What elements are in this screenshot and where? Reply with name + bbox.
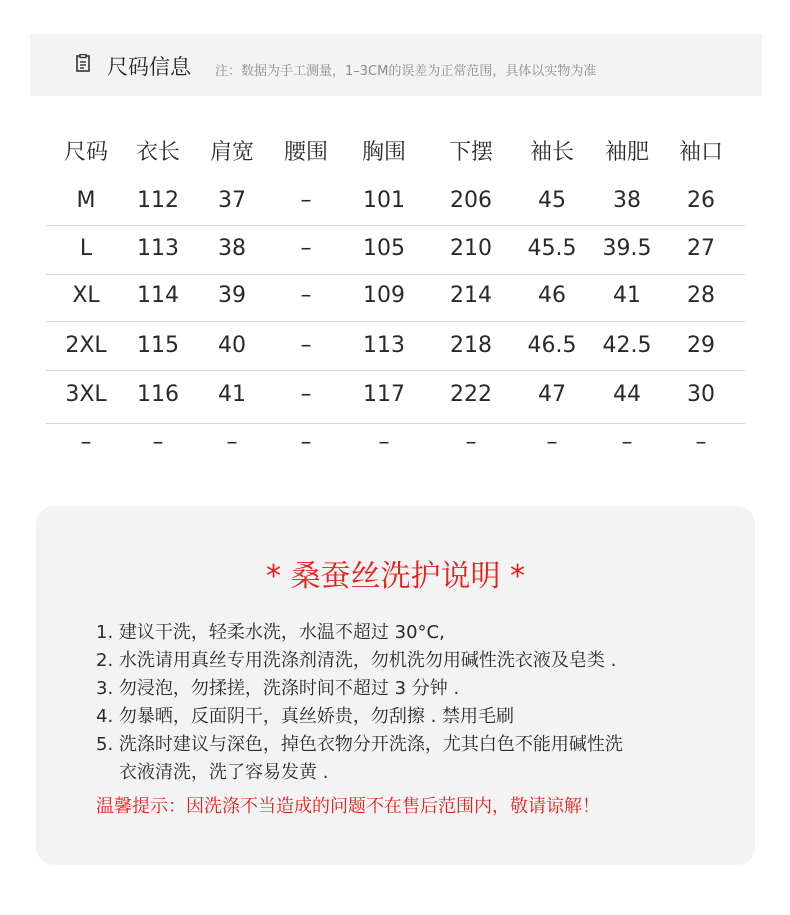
table-cell: 44 [613, 382, 641, 407]
table-cell: – [300, 382, 312, 407]
table-cell: 45 [538, 188, 566, 213]
column-header: 衣长 [135, 140, 181, 165]
table-row [46, 226, 745, 275]
care-line-3: 3. 勿浸泡，勿揉搓，洗涤时间不超过 3 分钟 . [96, 678, 460, 699]
column-header: 袖肥 [604, 140, 650, 165]
table-cell: 47 [538, 382, 566, 407]
care-line-5: 5. 洗涤时建议与深色，掉色衣物分开洗涤，尤其白色不能用碱性洗 [96, 734, 623, 755]
column-header: 下摆 [448, 140, 494, 165]
care-line-2: 2. 水洗请用真丝专用洗涤剂清洗，勿机洗勿用碱性洗衣液及皂类 . [96, 650, 617, 671]
table-cell: 222 [450, 382, 492, 407]
table-cell: 116 [137, 382, 179, 407]
table-cell: 26 [687, 188, 715, 213]
table-cell: 112 [137, 188, 179, 213]
table-cell: – [80, 430, 92, 455]
table-cell: – [152, 430, 164, 455]
clipboard-icon [76, 54, 90, 72]
table-cell: 39 [218, 283, 246, 308]
table-cell: 38 [218, 236, 246, 261]
column-header: 腰围 [283, 140, 329, 165]
table-cell: 46 [538, 283, 566, 308]
table-cell: 109 [363, 283, 405, 308]
table-cell: 115 [137, 333, 179, 358]
table-cell: 39.5 [602, 236, 652, 261]
table-cell: 42.5 [602, 333, 652, 358]
table-cell: – [300, 333, 312, 358]
table-cell: 218 [450, 333, 492, 358]
table-cell: – [465, 430, 477, 455]
measurement-note: 注：数据为手工测量，1–3CM的误差为正常范围，具体以实物为准 [215, 64, 597, 79]
table-cell: – [621, 430, 633, 455]
column-header: 尺码 [63, 140, 109, 165]
table-cell: 206 [450, 188, 492, 213]
table-cell: – [300, 188, 312, 213]
care-instructions-panel [36, 506, 755, 865]
table-cell: 41 [613, 283, 641, 308]
care-title: * 桑蚕丝洗护说明 * [265, 559, 526, 594]
table-cell: – [546, 430, 558, 455]
section-title: 尺码信息 [107, 55, 191, 79]
table-cell: 28 [687, 283, 715, 308]
table-cell: 27 [687, 236, 715, 261]
table-row [46, 372, 745, 424]
care-line-4: 4. 勿暴晒，反面阴干，真丝娇贵，勿刮擦 . 禁用毛刷 [96, 706, 515, 727]
table-cell: 2XL [65, 333, 107, 358]
table-cell: 210 [450, 236, 492, 261]
table-cell: 40 [218, 333, 246, 358]
table-cell: M [76, 188, 96, 213]
table-cell: XL [72, 283, 100, 308]
table-cell: L [79, 236, 93, 261]
table-cell: – [226, 430, 238, 455]
size-info-header [30, 34, 762, 96]
table-cell: 38 [613, 188, 641, 213]
table-cell: 30 [687, 382, 715, 407]
column-header: 袖口 [678, 140, 724, 165]
table-header-row [46, 130, 745, 172]
table-cell: 114 [137, 283, 179, 308]
column-header: 袖长 [529, 140, 575, 165]
table-cell: – [300, 430, 312, 455]
column-header: 肩宽 [209, 140, 255, 165]
care-line-1: 1. 建议干洗，轻柔水洗，水温不超过 30°C, [96, 622, 445, 643]
table-cell: 105 [363, 236, 405, 261]
table-cell: – [300, 283, 312, 308]
table-cell: 29 [687, 333, 715, 358]
table-cell: 45.5 [527, 236, 577, 261]
table-cell: 214 [450, 283, 492, 308]
column-header: 胸围 [361, 140, 407, 165]
warm-tip: 温馨提示：因洗涤不当造成的问题不在售后范围内，敬请谅解！ [96, 796, 600, 817]
table-row [46, 323, 745, 371]
table-row [46, 178, 745, 226]
table-cell: 3XL [65, 382, 107, 407]
table-row [46, 420, 745, 460]
table-cell: – [378, 430, 390, 455]
table-cell: – [300, 236, 312, 261]
table-cell: 41 [218, 382, 246, 407]
table-cell: 113 [137, 236, 179, 261]
table-cell: 117 [363, 382, 405, 407]
table-row [46, 273, 745, 322]
table-cell: – [695, 430, 707, 455]
care-line-5-continued: 衣液清洗，洗了容易发黄 . [119, 762, 329, 783]
table-cell: 101 [363, 188, 405, 213]
table-cell: 37 [218, 188, 246, 213]
table-cell: 113 [363, 333, 405, 358]
table-cell: 46.5 [527, 333, 577, 358]
